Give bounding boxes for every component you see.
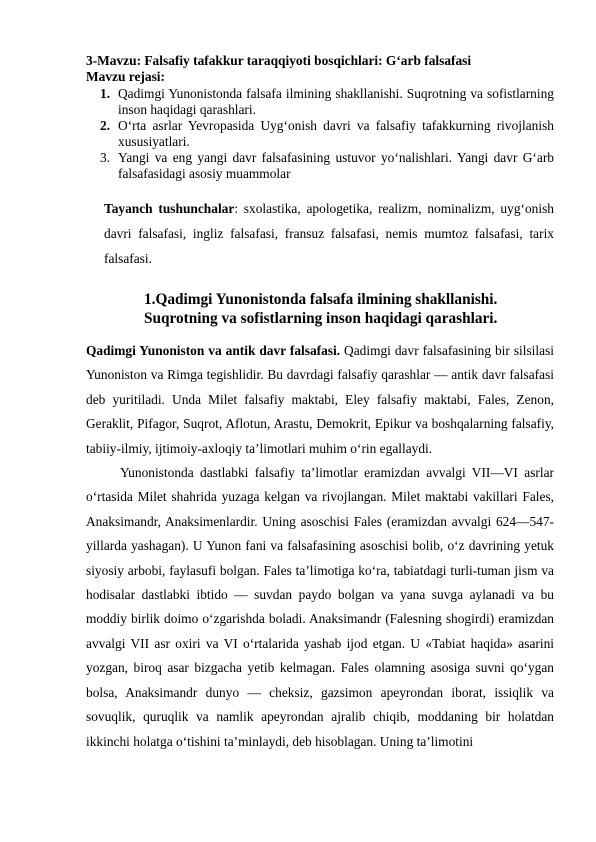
- paragraph-lead: Qadimgi Yunoniston va antik davr falsafasi.: [86, 343, 341, 358]
- section-heading: [144, 290, 564, 328]
- keywords-text: : sxolastika, apologetika, realizm, nominalizm, uyg‘onish davri falsafasi, ingliz falsafasi, fransuz falsafasi, nemis mumtoz falsafasi, tarix falsafasi.: [104, 201, 554, 266]
- plan-item: [96, 150, 554, 181]
- plan-item-number: 3.: [100, 150, 111, 165]
- paragraph: Yunonistonda dastlabki falsafiy ta’limotlar eramizdan avvalgi VII—VI asrlar o‘rtasida Milet shahrida yuzaga kelgan va rivojlangan. Milet maktabi vakillari Fales, Anaksimandr, Anaksimenlardir. Uning asoschisi Fales (eramizdan avvalgi 624—547-yillarda yashagan). U Yunon fani va falsafasining asoschisi bolib, o‘z davrining yetuk siyosiy arbobi, faylasufi bolgan. Fales ta’limotiga ko‘ra, tabiatdagi turli-tuman jism va hodisalar dastlabki ibtido — suvdan paydo bolgan va yana suvga aylanadi va bu moddiy birlik doimo o‘zgarishda boladi. Anaksimandr (Falesning shogirdi) eramizdan avvalgi VII asr oxiri va VI o‘rtalarida yashab ijod etgan. U «Tabiat haqida» asarini yozgan, biroq asar bizgacha yetib kelmagan. Fales olamning asosiga suvni qo‘ygan bolsa, Anaksimandr dunyo — cheksiz, gazsimon apeyrondan iborat, issiqlik va sovuqlik, quruqlik va namlik apeyrondan ajralib chiqib, moddaning bir holatdan ikkinchi holatga o‘tishini ta’minlaydi, deb hisoblagan. Uning ta’limotini: [86, 465, 554, 749]
- paragraph: [86, 339, 554, 461]
- document-title: 3-Mavzu: Falsafiy tafakkur taraqqiyoti bosqichlari: G‘arb falsafasi: [86, 53, 472, 68]
- plan-list: [96, 86, 554, 182]
- section-heading-line: Suqrotning va sofistlarning inson haqidagi qarashlari.: [144, 310, 498, 327]
- plan-item: [96, 86, 554, 117]
- plan-item-number: 2.: [100, 118, 111, 133]
- plan-item-number: 1.: [100, 86, 111, 101]
- keywords-block: [104, 196, 554, 271]
- section-heading-line: 1.Qadimgi Yunonistonda falsafa ilmining shakllanishi.: [144, 291, 498, 308]
- keywords-label: Tayanch tushunchalar: [104, 201, 235, 216]
- plan-item-text: Qadimgi Yunonistonda falsafa ilmining shakllanishi. Suqrotning va sofistlarning inson haqidagi qarashlari.: [118, 86, 554, 117]
- plan-label: Mavzu rejasi:: [86, 69, 165, 84]
- plan-item-text: O‘rta asrlar Yevropasida Uyg‘onish davri va falsafiy tafakkurning rivojlanish xususiyatlari.: [118, 118, 554, 149]
- paragraph-text: Qadimgi davr falsafasining bir silsilasi Yunoniston va Rimga tegishlidir. Bu davrdagi falsafiy qarashlar — antik davr falsafasi deb yuritiladi. Unda Milet falsafiy maktabi, Eley falsafiy maktabi, Fales, Zenon, Geraklit, Pifagor, Suqrot, Aflotun, Arastu, Demokrit, Epikur va boshqalarning falsafiy, tabiiy-ilmiy, ijtimoiy-axloqiy ta’limotlari muhim o‘rin egallaydi.: [86, 343, 554, 456]
- body-text: [86, 339, 554, 754]
- plan-item: [96, 118, 554, 149]
- plan-item-text: Yangi va eng yangi davr falsafasining ustuvor yo‘nalishlari. Yangi davr G‘arb falsafasidagi asosiy muammolar: [118, 150, 554, 181]
